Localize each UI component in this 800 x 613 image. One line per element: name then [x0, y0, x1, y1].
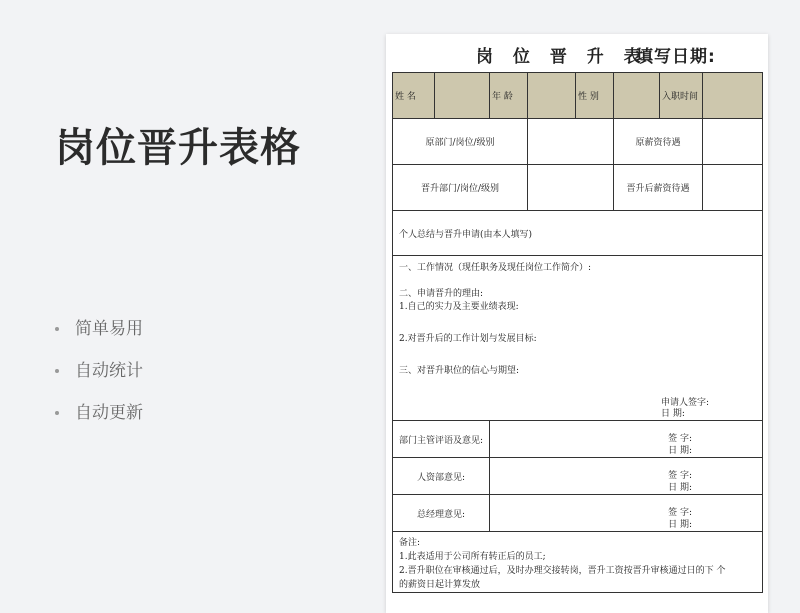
application-block-row — [393, 256, 763, 421]
basic-info-row — [393, 73, 763, 119]
hr-date-label: 日 期: — [668, 483, 692, 493]
name-label: 姓 名 — [393, 73, 435, 119]
page-headline: 岗位晋升表格 — [55, 125, 301, 171]
original-salary-value-cell[interactable] — [703, 119, 763, 165]
gm-opinion-label: 总经理意见: — [393, 495, 490, 532]
reason-item-1: 1.自己的实力及主要业绩表现: — [399, 302, 519, 312]
promotion-form-paper — [386, 34, 768, 613]
summary-label: 个人总结与晋升申请(由本人填写) — [393, 211, 763, 256]
feature-label: 自动更新 — [75, 403, 143, 423]
new-salary-value-cell[interactable] — [703, 165, 763, 211]
original-dept-label: 原部门/岗位/级别 — [393, 119, 528, 165]
gm-sign-label: 签 字: — [668, 508, 692, 518]
notes-label: 备注: — [399, 538, 421, 548]
applicant-date-label: 日 期: — [661, 409, 685, 419]
bullet-dot — [55, 411, 59, 415]
hr-opinion-label: 人资部意见: — [393, 458, 490, 495]
manager-opinion-label: 部门主管评语及意见: — [393, 421, 490, 458]
new-salary-label: 晋升后薪资待遇 — [614, 165, 703, 211]
feature-item — [55, 392, 143, 434]
new-dept-label: 晋升部门/岗位/级别 — [393, 165, 528, 211]
join-date-label: 入职时间 — [660, 73, 703, 119]
original-salary-label: 原薪资待遇 — [614, 119, 703, 165]
hr-opinion-row — [393, 458, 763, 495]
summary-row — [393, 211, 763, 256]
promotion-form-table — [392, 72, 763, 593]
work-section-label: 一、工作情况（现任职务及现任岗位工作简介）: — [399, 263, 592, 273]
new-position-row — [393, 165, 763, 211]
note-1: 1.此表适用于公司所有转正后的员工; — [399, 552, 546, 562]
manager-opinion-row — [393, 421, 763, 458]
application-text-cell[interactable] — [393, 256, 763, 421]
name-value-cell[interactable] — [435, 73, 490, 119]
form-title: 岗 位 晋 升 表 — [476, 47, 648, 67]
hr-opinion-cell[interactable] — [490, 458, 763, 495]
bullet-dot — [55, 369, 59, 373]
gm-date-label: 日 期: — [668, 520, 692, 530]
original-position-row — [393, 119, 763, 165]
gender-value-cell[interactable] — [614, 73, 660, 119]
notes-row — [393, 532, 763, 593]
bullet-dot — [55, 327, 59, 331]
original-dept-value-cell[interactable] — [528, 119, 614, 165]
note-2: 2.晋升职位在审核通过后，及时办理交接转岗，晋升工资按晋升审核通过日的下 个 — [399, 566, 726, 576]
age-value-cell[interactable] — [528, 73, 576, 119]
gm-opinion-row — [393, 495, 763, 532]
hr-sign-label: 签 字: — [668, 471, 692, 481]
applicant-sign-label: 申请人签字: — [661, 398, 710, 408]
notes-cell — [393, 532, 763, 593]
feature-item — [55, 350, 143, 392]
feature-list — [55, 308, 143, 434]
join-date-value-cell[interactable] — [703, 73, 763, 119]
form-title-row — [386, 34, 768, 72]
feature-item — [55, 308, 143, 350]
plan-item: 2.对晋升后的工作计划与发展目标: — [399, 334, 537, 344]
note-3: 的薪资日起计算发放 — [399, 580, 481, 590]
gender-label: 性 别 — [576, 73, 614, 119]
new-dept-value-cell[interactable] — [528, 165, 614, 211]
confidence-section-label: 三、对晋升职位的信心与期望: — [399, 366, 520, 376]
feature-label: 自动统计 — [75, 361, 143, 381]
manager-date-label: 日 期: — [668, 446, 692, 456]
age-label: 年 龄 — [490, 73, 528, 119]
reason-section-label: 二、申请晋升的理由: — [399, 289, 484, 299]
gm-opinion-cell[interactable] — [490, 495, 763, 532]
feature-label: 简单易用 — [75, 319, 143, 339]
manager-sign-label: 签 字: — [668, 434, 692, 444]
manager-opinion-cell[interactable] — [490, 421, 763, 458]
fill-date-label: 填写日期: — [636, 47, 716, 67]
